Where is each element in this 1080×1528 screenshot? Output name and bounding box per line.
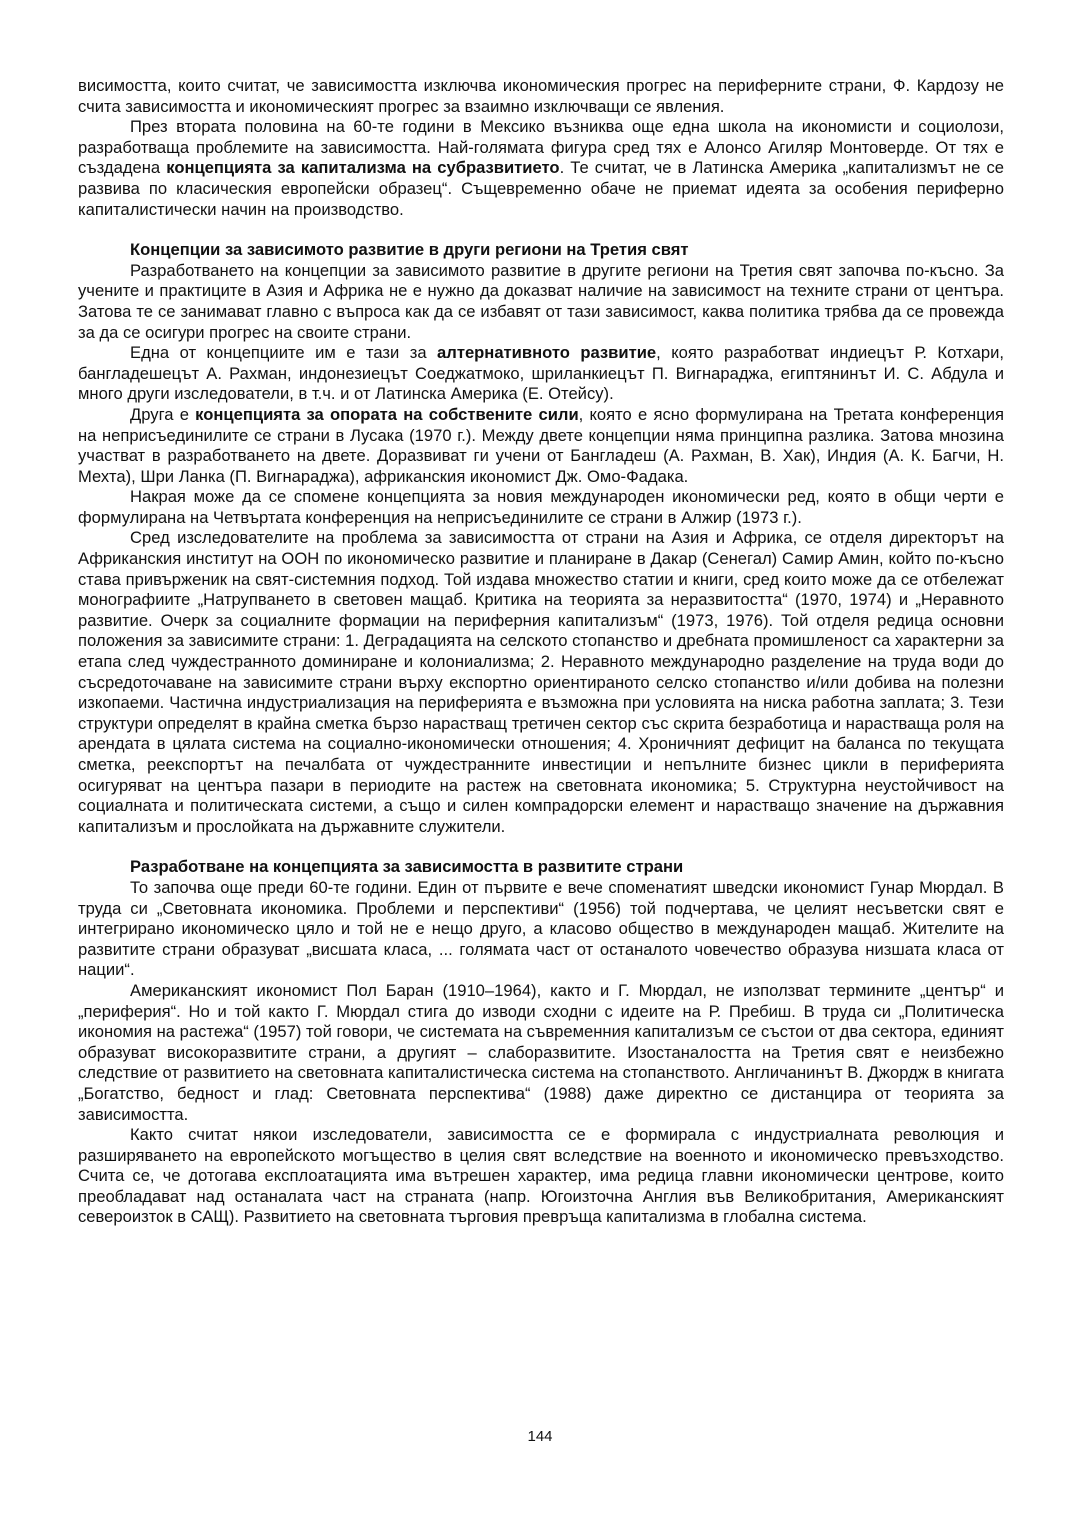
text-run: Накрая може да се спомене концепцията за новия международен икономически ред, която в общи черти е формулирана на Четвъртата конференция на неприсъединилите се страни в Алжир (1973 г.).: [78, 487, 1004, 527]
text-run: Друга е: [130, 404, 196, 424]
paragraph: [78, 76, 1004, 117]
text-run: Една от концепциите им е тази за: [130, 343, 438, 363]
paragraph: [78, 487, 1004, 528]
paragraph: [78, 878, 1004, 981]
bold-term: алтернативното развитие: [437, 343, 657, 363]
text-run: Американският икономист Пол Баран (1910–1964), както и Г. Мюрдал, не използват термините „център“ и „периферия“. Но и той както Г. Мюрдал стига до изводи сходни с идеите на Р. Пребиш. В труда си „Политическа икономия на растежа“ (1957) той говори, че системата на съвременния капитализъм се състои от два сектора, единият образуват високоразвитите страни, а другият – слаборазвитите. Изостаналостта на Третия свят е неизбежно следствие от развитието на световната капиталистическа система на стопанството. Англичанинът В. Джордж в книгата „Богатство, бедност и глад: Световната перспектива“ (1988) даже директно се дистанцира от теорията за зависимостта.: [78, 980, 1004, 1124]
bold-term: Разработване на концепцията за зависимостта в развитите страни: [130, 857, 684, 877]
section-heading: [78, 240, 1004, 261]
text-run: , която е ясно формулирана на Третата конференция на неприсъединилите се страни в Лусака (1970 г.). Между двете концепции няма принципна разлика. Затова мнозина участват в разработването на двете. Доразвиват ги учени от Бангладеш (А. Рахман, В. Хак), Индия (А. К. Багчи, Н. Мехта), Шри Ланка (П. Вигнараджа), африканския икономист Дж. Омо-Фадака.: [78, 404, 1004, 486]
section-heading: [78, 857, 1004, 878]
text-run: През втората половина на 60-те години в Мексико възниква още една школа на икономисти и социолози, разработваща проблемите на зависимостта. Най-голямата фигура сред тях е Алонсо Агиляр Монтоверде. От тях е създадена: [78, 117, 1004, 178]
text-run: , която разработват индиецът Р. Котхари, бангладешецът А. Рахман, индонезиецът Соеджатмоко, шриланкиецът П. Вигнараджа, египтянинът И. С. Абдула и много други изследователи, в т.ч. и от Латинска Америка (Е. Отейсу).: [78, 343, 1004, 404]
paragraph: [78, 343, 1004, 405]
paragraph: [78, 261, 1004, 343]
bold-term: Концепции за зависимото развитие в други региони на Третия свят: [130, 240, 689, 260]
text-run: Както считат някои изследователи, зависимостта се е формирала с индустриалната революция и разширяването на европейското могъщество в целия свят вследствие на военното и икономическо превъзходство. Счита се, че дотогава експлоатацията има вътрешен характер, има редица главни икономически центрове, които преобладават над останалата част на страната (напр. Югоизточна Англия във Великобритания, Американският североизток в САЩ). Развитието на световната търговия превръща капитализма в глобална система.: [78, 1125, 1004, 1227]
paragraph: [78, 1125, 1004, 1228]
paragraph: [78, 981, 1004, 1125]
paragraph: [78, 117, 1004, 220]
bold-term: концепцията за опората на собствените сили: [195, 404, 579, 424]
paragraph: [78, 405, 1004, 487]
text-run: висимостта, които считат, че зависимостта изключва икономическия прогрес на периферните страни, Ф. Кардозу не счита зависимостта и икономическият прогрес за взаимно изключващи се явления.: [78, 76, 1004, 116]
page-body: [78, 76, 1004, 1228]
text-run: Сред изследователите на проблема за зависимостта от страни на Азия и Африка, се отделя директорът на Африканския институт на ООН по икономическо развитие и планиране в Дакар (Сенегал) Самир Амин, който по-късно става привърженик на свят-системния подход. Той издава множество статии и книги, сред които може да се отбележат монографиите „Натрупването в световен мащаб. Критика на теорията за неразвитостта“ (1970, 1974) и „Неравното развитие. Очерк за социалните формации на периферния капитализъм“ (1973, 1976). Той отделя редица основни положения за зависимите страни: 1. Деградацията на селското стопанство и дребната промишленост са характерни за етапа след чуждестранното доминиране и колониализма; 2. Неравното международно разделение на труда води до съсредоточаване на зависимите страни върху експортно ориентираното селско стопанство и/или добива на полезни изкопаеми. Частична индустриализация на периферията е възможна при условията на ниска работна заплата; 3. Тези структури определят в крайна сметка бързо нарастващ третичен сектор със скрита безработица и нарастваща роля на арендата в цялата система на социално-икономически отношения; 4. Хроничният дефицит на баланса по текущата сметка, реекспортът на печалбата от чуждестранните инвестиции и непълните бизнес цикли в периферията осигуряват на центъра пазари в периодите на растеж на световната икономика; 5. Структурна неустойчивост на социалната и политическата системи, а също и силен компрадорски елемент и нарастващо значение на държавния капитализъм и прослойката на държавните служители.: [78, 528, 1004, 836]
bold-term: концепцията за капитализма на субразвитието: [166, 158, 560, 178]
text-run: Разработването на концепции за зависимото развитие в другите региони на Третия свят започва по-късно. За учените и практиците в Азия и Африка не е нужно да доказват наличие на зависимост на техните страни от центъра. Затова те се занимават главно с въпроса как да се избавят от тази зависимост, каква политика трябва да се провежда за да се осигури прогрес на своите страни.: [78, 260, 1004, 342]
text-run: То започва още преди 60-те години. Един от първите е вече споменатият шведски икономист Гунар Мюрдал. В труда си „Световната икономика. Проблеми и перспективи“ (1956) той подчертава, че целият несъветски свят е интегрирано икономическо цяло и той не е нещо друго, а класово общество в международен мащаб. Жителите на развитите страни образуват „висшата класа, ... голямата част от останалото човечество образува низшата класа от нации“.: [78, 877, 1004, 980]
paragraph: [78, 528, 1004, 837]
page-number: 144: [527, 1428, 553, 1445]
section-gap: [78, 837, 1004, 857]
text-run: . Те считат, че в Латинска Америка „капитализмът не се развива по класическия европейски образец“. Същевременно обаче не приемат идеята за особения периферно капиталистически начин на производство.: [78, 158, 1004, 219]
section-gap: [78, 220, 1004, 240]
